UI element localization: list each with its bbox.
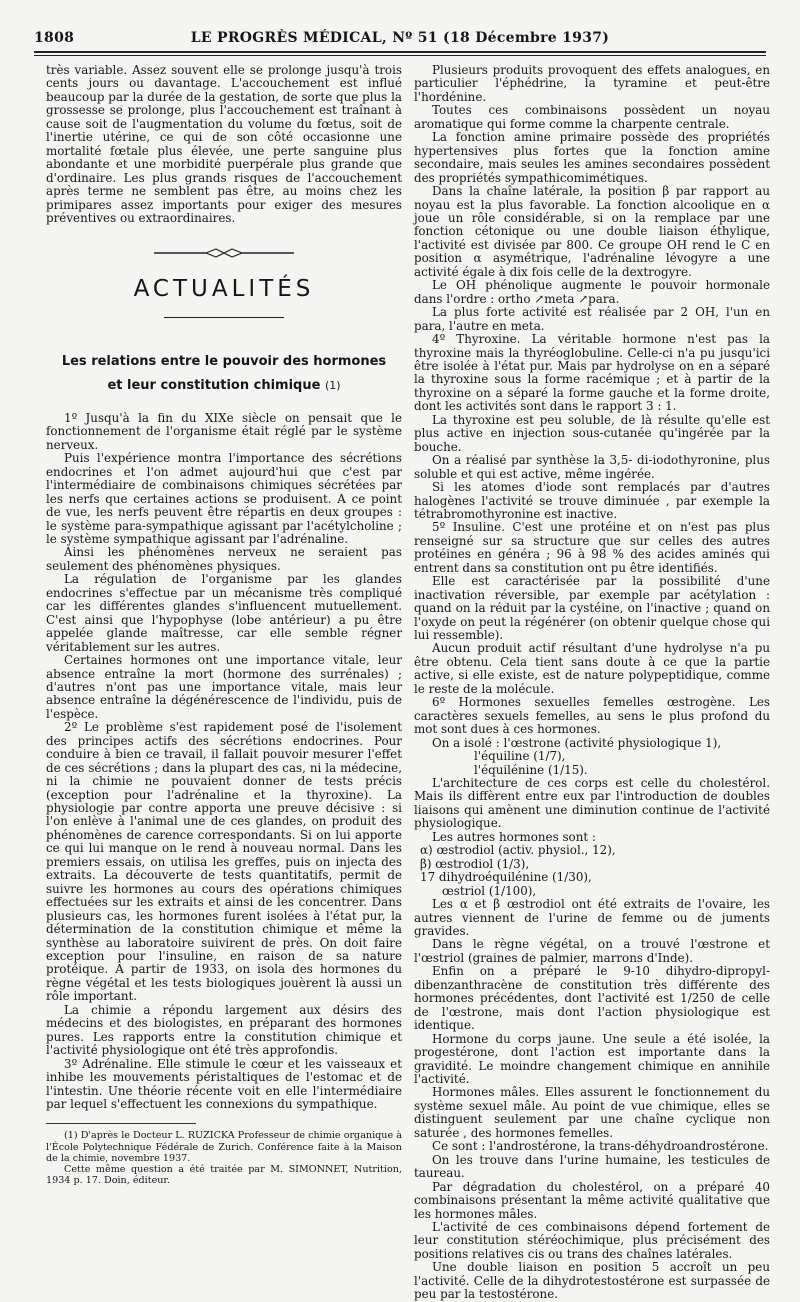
list-item: β) œstrodiol (1/3), xyxy=(420,856,530,871)
intro-paragraph: très variable. Assez souvent elle se prolonge jusqu'à trois cents jours ou davantage. L'accouchement est influé beaucoup par la durée de la gestation, de sorte que plus la grossesse se prolonge, plus l'accouchement est traînant à cause soit de l'augmentation du volume du fœtus, soit de l'inertie utérine, ce qui de son côté occasionne une mortalité fœtale plus élevée, une perte sanguine plus abondante et une morbidité puerpérale plus grande que d'ordinaire. Les plus grands risques de l'accouchement après terme ne semblent pas être, au moins chez les primipares assez importants pour exiger des mesures préventives ou extraordinaires. xyxy=(46,63,402,225)
article-paragraph: Puis l'expérience montra l'importance des sécrétions endocrines et l'on admet aujourd'hui que c'est par l'intermédiaire de combinaisons chimiques sécrétées par les nerfs que certaines actions se produisent. A ce point de vue, les nerfs peuvent être répartis en deux groupes : le système para-sympathique agissant par l'acétylcholine ; le système sympathique agissant par l'adrénaline. xyxy=(46,451,402,546)
article-paragraph: Hormone du corps jaune. Une seule a été isolée, la progestérone, dont l'action est importante dans la gravidité. Le moindre changement chimique en annihile l'activité. xyxy=(414,1031,770,1086)
article-paragraph: La fonction amine primaire possède des propriétés hypertensives plus fortes que la fonction amine secondaire, mais seules les amines secondaires possèdent des propriétés sympathicomimétiques. xyxy=(414,130,770,185)
article-title-line2: et leur constitution chimique (1) xyxy=(107,377,341,393)
article-paragraph: On a réalisé par synthèse la 3,5- di-iodothyronine, plus soluble et qui est active, même ingérée. xyxy=(414,453,770,481)
article-paragraph: Si les atomes d'iode sont remplacés par d'autres halogènes l'activité se trouve diminuée , par exemple la tétrabromothyronine est inactive. xyxy=(414,480,770,521)
list-intro: Les autres hormones sont : xyxy=(432,829,596,844)
article-paragraph: La plus forte activité est réalisée par 2 OH, l'un en para, l'autre en meta. xyxy=(414,305,770,333)
article-paragraph: 4º Thyroxine. La véritable hormone n'est pas la thyroxine mais la thyréoglobuline. Celle-ci n'a pu jusqu'ici être isolée à l'état pur. Mais par hydrolyse on en a séparé la thyroxine sous la forme racémique ; et à partir de la thyroxine on a séparé la forme gauche et la forme droite, dont les activités sont dans le rapport 3 : 1. xyxy=(414,332,770,414)
article-paragraph: Ce sont : l'androstérone, la trans-déhydroandrostérone. xyxy=(432,1139,769,1154)
list-item: l'équiline (1/7), xyxy=(474,749,566,764)
article-paragraph: Elle est caractérisée par la possibilité d'une inactivation réversible, par exemple par acétylation : quand on la réduit par la cystéine, on l'inactive ; quand on l'oxyde on peut la régénérer (on obtenir quelque chose qui lui ressemble). xyxy=(414,574,770,643)
article-paragraph: Toutes ces combinaisons possèdent un noyau aromatique qui forme comme la charpente centrale. xyxy=(414,103,770,131)
article-title xyxy=(46,350,402,398)
list-item: œstriol (1/100), xyxy=(442,883,537,898)
article-paragraph: Certaines hormones ont une importance vitale, leur absence entraîne la mort (hormone des surrénales) ; d'autres n'ont pas une importance vitale, mais leur absence entraîne la dégénérescence de l'individu, puis de l'espèce. xyxy=(46,653,402,721)
article-paragraph: 1º Jusqu'à la fin du XIXe siècle on pensait que le fonctionnement de l'organisme était réglé par le système nerveux. xyxy=(46,410,402,452)
article-paragraph: L'activité de ces combinaisons dépend fortement de leur constitution stéréochimique, plus précisément des positions relatives cis ou trans des chaînes latérales. xyxy=(414,1219,770,1261)
article-paragraph: 3º Adrénaline. Elle stimule le cœur et les vaisseaux et inhibe les mouvements péristaltiques de l'estomac et de l'intestin. Une théorie récente voit en elle l'intermédiaire par lequel s'effectuent les connexions du sympathique. xyxy=(46,1056,402,1111)
ornament-icon xyxy=(154,247,294,259)
other-hormones-list xyxy=(414,831,770,898)
article-paragraph: La thyroxine est peu soluble, de là résulte qu'elle est plus active en injection sous-cutanée qu'ingérée par la bouche. xyxy=(414,412,770,454)
article-title-line1: Les relations entre le pouvoir des hormones xyxy=(61,353,387,369)
list-item: 17 dihydroéquilénine (1/30), xyxy=(420,870,592,885)
article-paragraph: Plusieurs produits provoquent des effets analogues, en particulier l'éphédrine, la tyramine et peut-être l'hordénine. xyxy=(414,63,770,104)
right-column xyxy=(414,64,770,1302)
list-item: On a isolé : l'œstrone (activité physiologique 1), xyxy=(432,735,722,750)
section-rule xyxy=(164,317,284,318)
section-title: ACTUALITÉS xyxy=(133,276,315,303)
isolated-hormones-list xyxy=(414,737,770,777)
list-item: α) œstrodiol (activ. physiol., 12), xyxy=(420,843,616,858)
article-paragraph: Le OH phénolique augmente le pouvoir hormonale dans l'ordre : ortho ↗meta ↗para. xyxy=(414,278,770,306)
article-paragraph: Enfin on a préparé le 9-10 dihydro-dipropyl-dibenzanthracène de constitution très différente des hormones précédentes, dont l'activité est 1/250 de celle de l'œstrone, mais dont l'action physiologique est identique. xyxy=(414,964,770,1033)
footnote: (1) D'après le Docteur L. RUZICKA Professeur de chimie organique à l'École Polytechnique Fédérale de Zurich. Conférence faite à la Maison de la chimie, novembre 1937. xyxy=(46,1130,402,1164)
article-paragraph: 2º Le problème s'est rapidement posé de l'isolement des principes actifs des sécrétions endocrines. Pour conduire à bien ce travail, il fallait pouvoir mesurer l'effet de ces sécrétions ; dans la plupart des cas, ni la médecine, ni la chimie ne pouvaient donner de tests précis (exception pour l'adrénaline et la thyroxine). La physiologie par contre apporta une preuve décisive : si l'on enlève à l'animal une de ces glandes, on produit des phénomènes de carence correspondants. Si on lui apporte ce qui lui manque on le rend à nouveau normal. Dans les premiers essais, on utilisa les greffes, puis on injecta des extraits. La découverte de tests quantitatifs, permit de suivre les hormones au cours des opérations chimiques effectuées sur les extraits et ainsi de les concentrer. Dans plusieurs cas, les hormones furent isolées à l'état pur, la détermination de la constitution chimique et même la synthèse au laboratoire suivirent de près. On doit faire exception pour l'insuline, en raison de sa nature protéique. A partir de 1933, on isola des hormones du règne végétal et les tests biologiques jouèrent là aussi un rôle important. xyxy=(46,720,402,1004)
ornament-divider xyxy=(154,247,294,259)
article-paragraph: La chimie a répondu largement aux désirs des médecins et des biologistes, en préparant des hormones pures. Les rapports entre la constitution chimique et l'activité physiologique ont été très approfondis. xyxy=(46,1002,402,1058)
article-paragraph: 6º Hormones sexuelles femelles œstrogène. Les caractères sexuels femelles, au sens le plus profond du mot sont dues à ces hormones. xyxy=(414,695,770,737)
article-paragraph: Aucun produit actif résultant d'une hydrolyse n'a pu être obtenu. Cela tient sans doute à ce que la partie active, si elle existe, est de nature polypeptidique, comme le reste de la molécule. xyxy=(414,641,770,696)
footnote-ref: (1) xyxy=(324,378,341,392)
page-number: 1808 xyxy=(34,30,75,46)
article-paragraph: Ainsi les phénomènes nerveux ne seraient pas seulement des phénomènes physiques. xyxy=(46,545,402,573)
article-paragraph: Dans la chaîne latérale, la position β par rapport au noyau est la plus favorable. La fonction alcoolique en α joue un rôle considérable, si on la remplace par une fonction cétonique ou une double liaison éthylique, l'activité est divisée par 800. Ce groupe OH rend le C en position α asymétrique, l'adrénaline lévogyre a une activité égale à dix fois celle de la dextrogyre. xyxy=(414,184,770,279)
page-header xyxy=(34,30,766,50)
list-item: l'équilénine (1/15). xyxy=(474,762,588,777)
article-paragraph: 5º Insuline. C'est une protéine et on n'est pas plus renseigné sur sa structure que sur celles des autres protéines en généra ; 96 à 98 % des acides aminés qui entrent dans sa constitution ont pu être identifiés. xyxy=(414,520,770,575)
article-paragraph: L'architecture de ces corps est celle du cholestérol. Mais ils diffèrent entre eux par l'introduction de doubles liaisons qui amènent une diminution continue de l'activité physiologique. xyxy=(414,776,770,831)
article-paragraph: Les α et β œstrodiol ont été extraits de l'ovaire, les autres viennent de l'urine de femme ou de juments gravides. xyxy=(414,897,770,938)
journal-title: LE PROGRÈS MÉDICAL, Nº 51 (18 Décembre 1937) xyxy=(190,30,610,46)
article-paragraph: La régulation de l'organisme par les glandes endocrines s'effectue par un mécanisme très compliqué car les différentes glandes s'influencent mutuellement. C'est ainsi que l'hypophyse (lobe antérieur) a pu être appelée glande maîtresse, car elle semble régner véritablement sur les autres. xyxy=(46,572,402,654)
article-paragraph: Dans le règne végétal, on a trouvé l'œstrone et l'œstriol (graines de palmier, marrons d'Inde). xyxy=(414,937,770,965)
left-column xyxy=(46,64,402,1186)
header-rule xyxy=(34,51,766,53)
article-paragraph: Par dégradation du cholestérol, on a préparé 40 combinaisons présentant la même activité qualitative que les hormones mâles. xyxy=(414,1179,770,1221)
header-rule-thin xyxy=(34,55,766,56)
footnote-rule xyxy=(46,1123,196,1124)
article-paragraph: Une double liaison en position 5 accroît un peu l'activité. Celle de la dihydrotestostérone est surpassée de peu par la testostérone. xyxy=(414,1260,770,1302)
article-paragraph: On les trouve dans l'urine humaine, les testicules de taureau. xyxy=(414,1152,770,1181)
footnote: Cette même question a été traitée par M. SIMONNET, Nutrition, 1934 p. 17. Doin, éditeur. xyxy=(46,1164,402,1187)
article-paragraph: Hormones mâles. Elles assurent le fonctionnement du système sexuel mâle. Au point de vue chimique, elles se distinguent seulement par une chaîne cyclique non saturée , des hormones femelles. xyxy=(414,1085,770,1140)
